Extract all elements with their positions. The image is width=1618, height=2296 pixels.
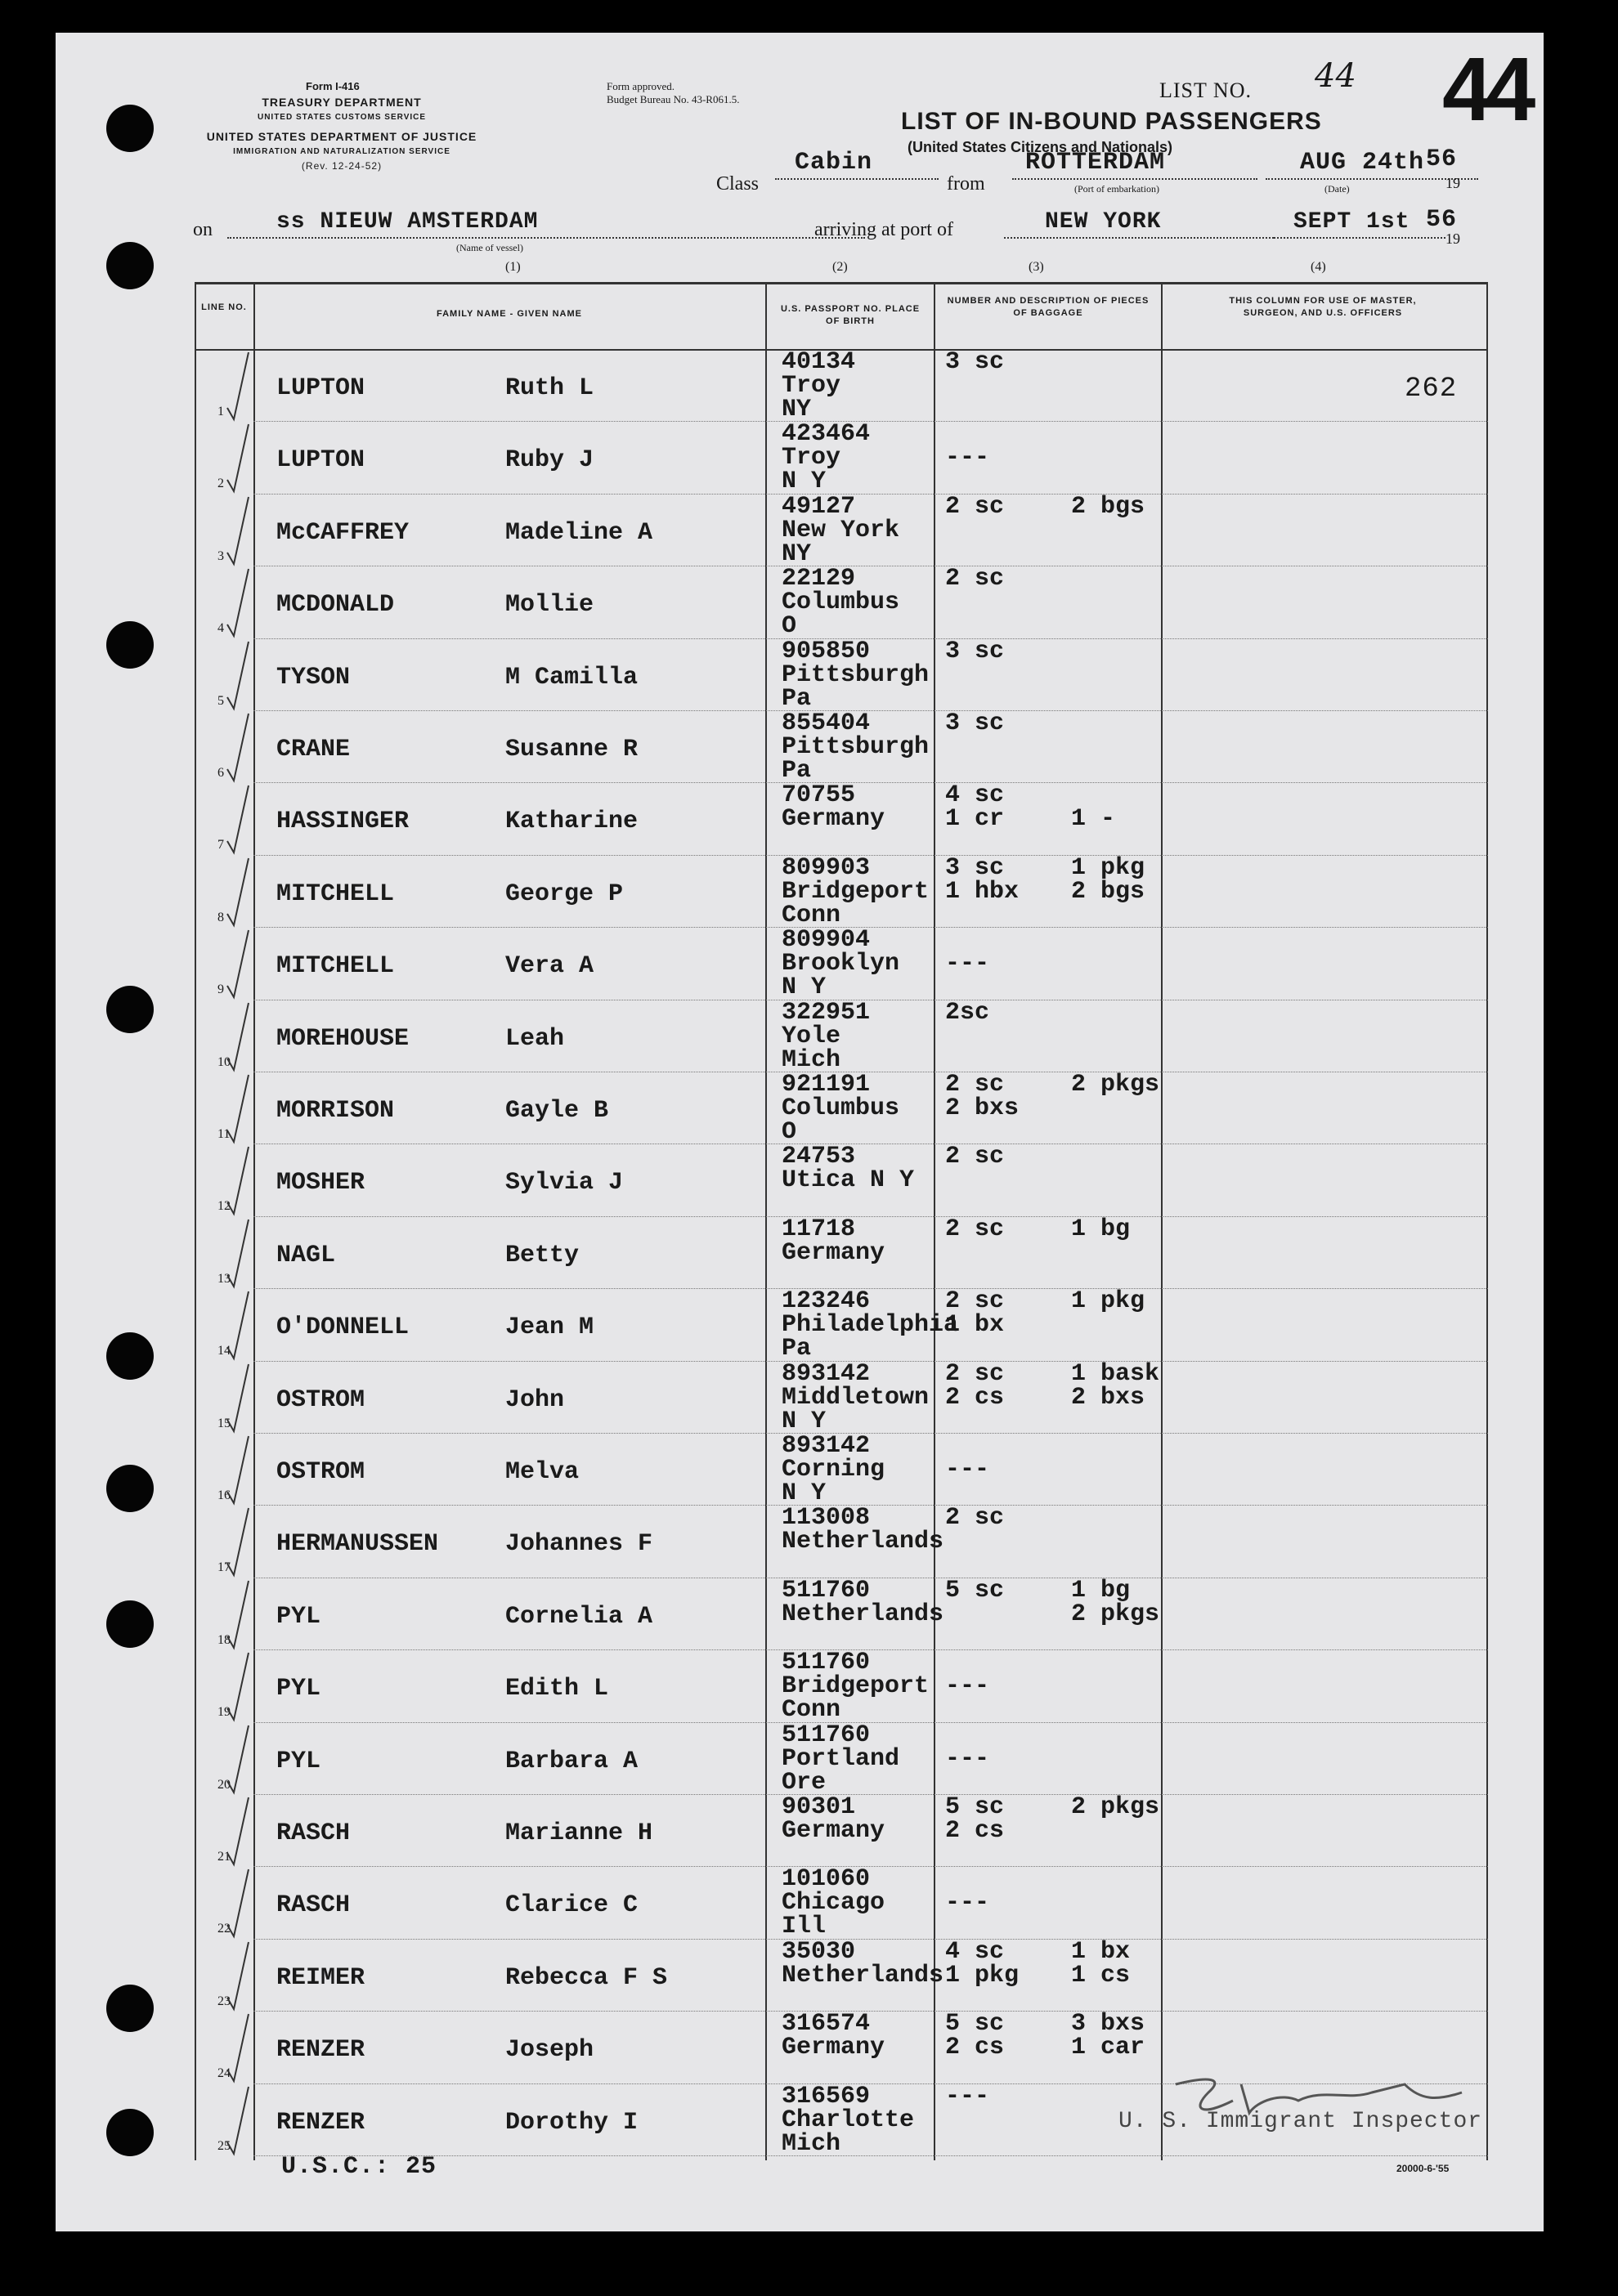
port-caption: (Port of embarkation) (1074, 183, 1159, 195)
family-name: CRANE (276, 736, 351, 763)
check-mark-icon (217, 1717, 291, 1799)
given-name: Sylvia J (505, 1169, 624, 1197)
baggage-count: 2 sc (945, 1504, 1005, 1533)
baggage-count-2: --- (945, 1744, 990, 1773)
baggage-count: 2 sc (945, 1215, 1005, 1243)
print-code: 20000-6-'55 (1396, 2163, 1450, 2174)
baggage-count: 3 sc (945, 348, 1005, 376)
baggage-count-2: --- (945, 444, 990, 472)
place-of-birth-state: Ore (782, 1768, 827, 1797)
departure-date-value: AUG 24th (1266, 149, 1478, 180)
table-row (195, 1578, 1488, 1649)
family-name: O'DONNELL (276, 1314, 410, 1342)
family-name: LUPTON (276, 446, 365, 475)
line-number: 16 (217, 1488, 231, 1502)
place-of-birth-state: NY (782, 539, 812, 568)
table-row (195, 1361, 1488, 1433)
arriving-label: arriving at port of (814, 219, 953, 240)
baggage-desc: 1 bask (1071, 1359, 1160, 1388)
port-of-embarkation-value: ROTTERDAM (1012, 149, 1257, 180)
binder-hole (106, 242, 154, 289)
passport-number: 40134 (782, 348, 856, 376)
passport-number: 70755 (782, 781, 856, 810)
baggage-count-2: 1 pkg (945, 1961, 1020, 1989)
line-number: 5 (217, 693, 224, 708)
given-name: Betty (505, 1241, 580, 1269)
family-name: OSTROM (276, 1458, 365, 1486)
passport-number: 893142 (782, 1432, 871, 1460)
place-of-birth: Troy (782, 444, 841, 472)
passport-number: 316569 (782, 2082, 871, 2110)
given-name: Vera A (505, 952, 594, 981)
given-name: George P (505, 879, 624, 908)
place-of-birth: Columbus (782, 589, 900, 617)
given-name: John (505, 1385, 565, 1414)
family-name: MITCHELL (276, 879, 395, 908)
table-row (195, 1939, 1488, 2011)
given-name: Gayle B (505, 1097, 609, 1125)
place-of-birth: Columbus (782, 1094, 900, 1122)
family-name: RASCH (276, 1819, 351, 1847)
page-title: LIST OF IN-BOUND PASSENGERS (901, 108, 1322, 135)
given-name: Mollie (505, 591, 594, 620)
place-of-birth-state: NY (782, 396, 812, 423)
header-baggage: NUMBER AND DESCRIPTION OF PIECES OF BAGGAGE (947, 296, 1150, 318)
place-of-birth-state: Pa (782, 757, 812, 785)
line-number: 22 (217, 1922, 231, 1936)
line-number: 10 (217, 1054, 231, 1069)
on-label: on (193, 219, 213, 240)
table-row (195, 1794, 1488, 1866)
family-name: RASCH (276, 1891, 351, 1920)
check-mark-icon (217, 489, 291, 571)
baggage-desc-2: 2 pkgs (1071, 1600, 1160, 1628)
line-number: 17 (217, 1560, 231, 1575)
baggage-count-2: --- (945, 1672, 990, 1701)
table-row (195, 1072, 1488, 1144)
check-mark-icon (217, 1211, 291, 1293)
line-number: 8 (217, 910, 224, 924)
departure-year: 56 (1426, 145, 1458, 173)
check-mark-icon (217, 561, 291, 642)
form-number: Form I-416 (306, 80, 360, 92)
line-number: 1 (217, 405, 224, 418)
place-of-birth-state: N Y (782, 1479, 827, 1507)
place-of-birth: Germany (782, 1238, 885, 1267)
baggage-count: 2 sc (945, 492, 1005, 521)
vessel-caption: (Name of vessel) (456, 242, 523, 253)
given-name: Dorothy I (505, 2108, 639, 2137)
baggage-desc: 2 pkgs (1071, 1071, 1160, 1099)
table-row (195, 349, 1488, 421)
family-name: MOREHOUSE (276, 1024, 410, 1053)
line-number: 15 (217, 1416, 231, 1430)
family-name: MCDONALD (276, 591, 395, 620)
place-of-birth: Bridgeport (782, 877, 930, 906)
baggage-count: 3 sc (945, 709, 1005, 737)
passport-number: 49127 (782, 492, 856, 521)
family-name: PYL (276, 1675, 321, 1703)
given-name: Edith L (505, 1675, 609, 1703)
place-of-birth: Yole (782, 1022, 841, 1050)
passport-number: 90301 (782, 1793, 856, 1821)
family-name: MITCHELL (276, 952, 395, 981)
passport-number: 921191 (782, 1071, 871, 1099)
justice-dept: UNITED STATES DEPARTMENT OF JUSTICE (206, 130, 477, 143)
place-of-birth: Corning (782, 1456, 885, 1484)
place-of-birth: Middletown (782, 1383, 930, 1412)
passport-number: 511760 (782, 1649, 871, 1677)
place-of-birth-state: Mich (782, 2129, 841, 2158)
table-row (195, 855, 1488, 927)
place-of-birth: Pittsburgh (782, 660, 930, 689)
line-number: 7 (217, 838, 224, 853)
place-of-birth-state: O (782, 612, 797, 641)
baggage-count-2: 1 cr (945, 805, 1005, 834)
baggage-count: 5 sc (945, 2010, 1005, 2039)
baggage-desc-2: 2 bgs (1071, 877, 1145, 906)
place-of-birth: Brooklyn (782, 950, 900, 978)
place-of-birth: New York (782, 516, 900, 544)
place-of-birth-state: N Y (782, 1407, 827, 1435)
baggage-count-2: 2 cs (945, 1817, 1005, 1845)
place-of-birth: Netherlands (782, 1961, 944, 1989)
line-number: 2 (217, 477, 224, 491)
baggage-count: 5 sc (945, 1793, 1005, 1821)
baggage-desc-2: 1 cs (1071, 1961, 1131, 1989)
baggage-count-2: --- (945, 1456, 990, 1484)
given-name: Joseph (505, 2036, 594, 2065)
col-num-3: (3) (1029, 260, 1044, 274)
passport-number: 893142 (782, 1359, 871, 1388)
check-mark-icon (217, 1283, 291, 1365)
line-number: 12 (217, 1199, 231, 1214)
family-name: HERMANUSSEN (276, 1530, 439, 1559)
officer-column-stamp: 262 (1405, 374, 1458, 405)
given-name: Marianne H (505, 1819, 653, 1847)
table-row (195, 1287, 1488, 1363)
line-number: 21 (217, 1850, 231, 1864)
baggage-count: 4 sc (945, 1937, 1005, 1966)
budget-bureau: Budget Bureau No. 43-R061.5. (607, 93, 740, 105)
class-value: Cabin (775, 149, 939, 180)
line-number: 19 (217, 1705, 231, 1720)
check-mark-icon (217, 2079, 291, 2160)
header-officers: THIS COLUMN FOR USE OF MASTER, SURGEON, AND U.S. OFFICERS (1229, 296, 1417, 318)
table-row (195, 1721, 1488, 1797)
given-name: Barbara A (505, 1747, 639, 1775)
given-name: Jean M (505, 1314, 594, 1342)
binder-hole (106, 1465, 154, 1512)
check-mark-icon (217, 344, 291, 426)
table-row (195, 1000, 1488, 1072)
check-mark-icon (217, 1139, 291, 1220)
check-mark-icon (217, 777, 291, 859)
line-number: 3 (217, 548, 224, 563)
line-number: 13 (217, 1271, 231, 1286)
check-mark-icon (217, 1500, 291, 1582)
footer-citizen-total: U.S.C.: 25 (281, 2153, 437, 2181)
passport-number: 113008 (782, 1504, 871, 1533)
year-prefix-1: 19 (1445, 175, 1460, 191)
baggage-desc: 3 bxs (1071, 2010, 1145, 2039)
passport-number: 322951 (782, 998, 871, 1027)
line-number: 23 (217, 1994, 231, 2008)
table-row (195, 637, 1488, 713)
revision-date: (Rev. 12-24-52) (301, 160, 383, 172)
col-num-1: (1) (505, 260, 521, 274)
place-of-birth-state: N Y (782, 973, 827, 1002)
family-name: REIMER (276, 1963, 365, 1992)
line-number: 24 (217, 2066, 231, 2081)
place-of-birth: Netherlands (782, 1600, 944, 1628)
binder-hole (106, 621, 154, 669)
given-name: Katharine (505, 808, 639, 836)
place-of-birth: Germany (782, 2034, 885, 2062)
list-no-stamp: 44 (1442, 39, 1530, 140)
page-subtitle: (United States Citizens and Nationals) (908, 139, 1173, 155)
manifest-sheet (56, 33, 1544, 2231)
baggage-count: 4 sc (945, 781, 1005, 810)
family-name: PYL (276, 1602, 321, 1631)
given-name: Susanne R (505, 736, 639, 763)
check-mark-icon (217, 1067, 291, 1148)
check-mark-icon (217, 922, 291, 1004)
table-row (195, 494, 1488, 566)
given-name: Rebecca F S (505, 1963, 668, 1992)
family-name: HASSINGER (276, 808, 410, 836)
given-name: Cornelia A (505, 1602, 653, 1631)
given-name: Clarice C (505, 1891, 639, 1920)
place-of-birth: Pittsburgh (782, 733, 930, 761)
immigration-service: IMMIGRATION AND NATURALIZATION SERVICE (233, 147, 450, 156)
class-label: Class (716, 173, 760, 195)
check-mark-icon (217, 1934, 291, 2016)
family-name: MOSHER (276, 1169, 365, 1197)
row-divider (253, 2155, 1488, 2156)
line-number: 18 (217, 1632, 231, 1647)
given-name: M Camilla (505, 663, 639, 691)
line-number: 14 (217, 1344, 231, 1358)
binder-hole (106, 1600, 154, 1648)
check-mark-icon (217, 416, 291, 498)
baggage-count-2: --- (945, 1889, 990, 1918)
passport-number: 24753 (782, 1143, 856, 1171)
list-no-label: LIST NO. (1159, 78, 1252, 102)
passport-number: 855404 (782, 709, 871, 737)
passport-number: 35030 (782, 1937, 856, 1966)
family-name: RENZER (276, 2108, 365, 2137)
line-number: 25 (217, 2138, 231, 2153)
place-of-birth-state: Ill (782, 1913, 827, 1941)
place-of-birth: Troy (782, 372, 841, 400)
baggage-desc: 1 pkg (1071, 1287, 1145, 1316)
check-mark-icon (217, 705, 291, 787)
baggage-desc-2: 1 car (1071, 2034, 1145, 2062)
baggage-desc: 1 bg (1071, 1576, 1131, 1605)
place-of-birth: Charlotte (782, 2106, 915, 2134)
binder-hole (106, 986, 154, 1033)
table-row (195, 1649, 1488, 1725)
col-num-4: (4) (1311, 260, 1326, 274)
arrival-date-value: SEPT 1st (1274, 208, 1445, 239)
check-mark-icon (217, 1861, 291, 1943)
family-name: McCAFFREY (276, 518, 410, 547)
place-of-birth-state: Conn (782, 1696, 841, 1725)
place-of-birth-state: Pa (782, 684, 812, 713)
passport-number: 11718 (782, 1215, 856, 1243)
treasury-dept: TREASURY DEPARTMENT (262, 96, 422, 109)
vessel-name-value: ss NIEUW AMSTERDAM (227, 208, 865, 239)
binder-hole (106, 1332, 154, 1380)
table-row (195, 926, 1488, 1002)
line-number: 11 (217, 1127, 231, 1141)
table-row (195, 709, 1488, 785)
baggage-count-2: 2 cs (945, 1383, 1005, 1412)
baggage-count: --- (945, 2082, 990, 2110)
list-no-handwritten: 44 (1315, 57, 1356, 95)
baggage-count: 3 sc (945, 853, 1005, 882)
baggage-count-2: --- (945, 950, 990, 978)
family-name: MORRISON (276, 1097, 395, 1125)
year-prefix-2: 19 (1445, 230, 1460, 247)
place-of-birth: Netherlands (782, 1528, 944, 1556)
passenger-table (195, 282, 1488, 2160)
passport-number: 22129 (782, 565, 856, 593)
check-mark-icon (217, 850, 291, 932)
passport-number: 511760 (782, 1721, 871, 1749)
check-mark-icon (217, 1573, 291, 1654)
form-approved: Form approved. (607, 80, 675, 92)
baggage-count: 2 sc (945, 1287, 1005, 1316)
place-of-birth-state: Mich (782, 1045, 841, 1074)
baggage-count: 5 sc (945, 1576, 1005, 1605)
place-of-birth-state: N Y (782, 468, 827, 496)
baggage-desc-2: 2 bxs (1071, 1383, 1145, 1412)
baggage-count: 2sc (945, 998, 990, 1027)
customs-service: UNITED STATES CUSTOMS SERVICE (257, 113, 427, 122)
baggage-count-2: 2 bxs (945, 1094, 1020, 1122)
baggage-count-2: 1 hbx (945, 877, 1020, 906)
baggage-count: 2 sc (945, 1143, 1005, 1171)
check-mark-icon (217, 633, 291, 715)
passport-number: 809903 (782, 853, 871, 882)
place-of-birth: Germany (782, 805, 885, 834)
baggage-count: 2 sc (945, 1359, 1005, 1388)
table-row (195, 1433, 1488, 1505)
check-mark-icon (217, 1645, 291, 1726)
binder-hole (106, 105, 154, 152)
table-row (195, 1144, 1488, 1215)
given-name: Madeline A (505, 518, 653, 547)
line-number: 9 (217, 982, 224, 997)
passport-number: 101060 (782, 1865, 871, 1894)
baggage-desc: 2 pkgs (1071, 1793, 1160, 1821)
family-name: OSTROM (276, 1385, 365, 1414)
given-name: Ruth L (505, 374, 594, 402)
place-of-birth-state: Conn (782, 901, 841, 929)
from-label: from (947, 173, 985, 195)
line-number: 6 (217, 766, 224, 780)
passport-number: 123246 (782, 1287, 871, 1316)
check-mark-icon (217, 1428, 291, 1510)
passport-number: 423464 (782, 420, 871, 449)
header-line-no: LINE NO. (201, 302, 247, 312)
table-row (195, 565, 1488, 641)
check-mark-icon (217, 1356, 291, 1438)
baggage-count: 2 sc (945, 1071, 1005, 1099)
baggage-desc-2: 1 - (1071, 805, 1116, 834)
passport-number: 511760 (782, 1576, 871, 1605)
baggage-count-2: 2 cs (945, 2034, 1005, 2062)
given-name: Johannes F (505, 1530, 653, 1559)
date-caption: (Date) (1324, 183, 1350, 195)
place-of-birth: Bridgeport (782, 1672, 930, 1701)
place-of-birth: Philadelphia (782, 1311, 959, 1340)
place-of-birth: Utica N Y (782, 1166, 915, 1195)
arrival-port-value: NEW YORK (1004, 208, 1274, 239)
table-row (195, 1865, 1488, 1941)
family-name: TYSON (276, 663, 351, 691)
baggage-desc: 1 bg (1071, 1215, 1131, 1243)
check-mark-icon (217, 995, 291, 1076)
baggage-count-2: 1 bx (945, 1311, 1005, 1340)
passport-number: 905850 (782, 637, 871, 665)
passport-number: 809904 (782, 926, 871, 955)
table-row (195, 420, 1488, 496)
baggage-desc: 1 bx (1071, 1937, 1131, 1966)
place-of-birth: Chicago (782, 1889, 885, 1918)
family-name: LUPTON (276, 374, 365, 402)
check-mark-icon (217, 1789, 291, 1871)
binder-hole (106, 1985, 154, 2032)
arrival-year: 56 (1426, 206, 1458, 234)
baggage-count: 3 sc (945, 637, 1005, 665)
family-name: RENZER (276, 2036, 365, 2065)
place-of-birth-state: Pa (782, 1335, 812, 1363)
header-name: FAMILY NAME - GIVEN NAME (436, 309, 583, 319)
given-name: Ruby J (505, 446, 594, 475)
col-num-2: (2) (832, 260, 848, 274)
given-name: Leah (505, 1024, 565, 1053)
place-of-birth: Portland (782, 1744, 900, 1773)
baggage-desc: 1 pkg (1071, 853, 1145, 882)
table-row (195, 1216, 1488, 1288)
place-of-birth: Germany (782, 1817, 885, 1845)
family-name: PYL (276, 1747, 321, 1775)
table-row (195, 1505, 1488, 1577)
passport-number: 316574 (782, 2010, 871, 2039)
line-number: 20 (217, 1777, 231, 1792)
header-passport: U.S. PASSPORT NO. PLACE OF BIRTH (780, 304, 921, 326)
baggage-count: 2 sc (945, 565, 1005, 593)
check-mark-icon (217, 2006, 291, 2088)
binder-hole (106, 2109, 154, 2156)
table-row (195, 782, 1488, 854)
inspector-label: U. S. Immigrant Inspector (1118, 2109, 1483, 2134)
family-name: NAGL (276, 1241, 336, 1269)
line-number: 4 (217, 621, 224, 636)
baggage-desc: 2 bgs (1071, 492, 1145, 521)
place-of-birth-state: O (782, 1118, 797, 1146)
given-name: Melva (505, 1458, 580, 1486)
